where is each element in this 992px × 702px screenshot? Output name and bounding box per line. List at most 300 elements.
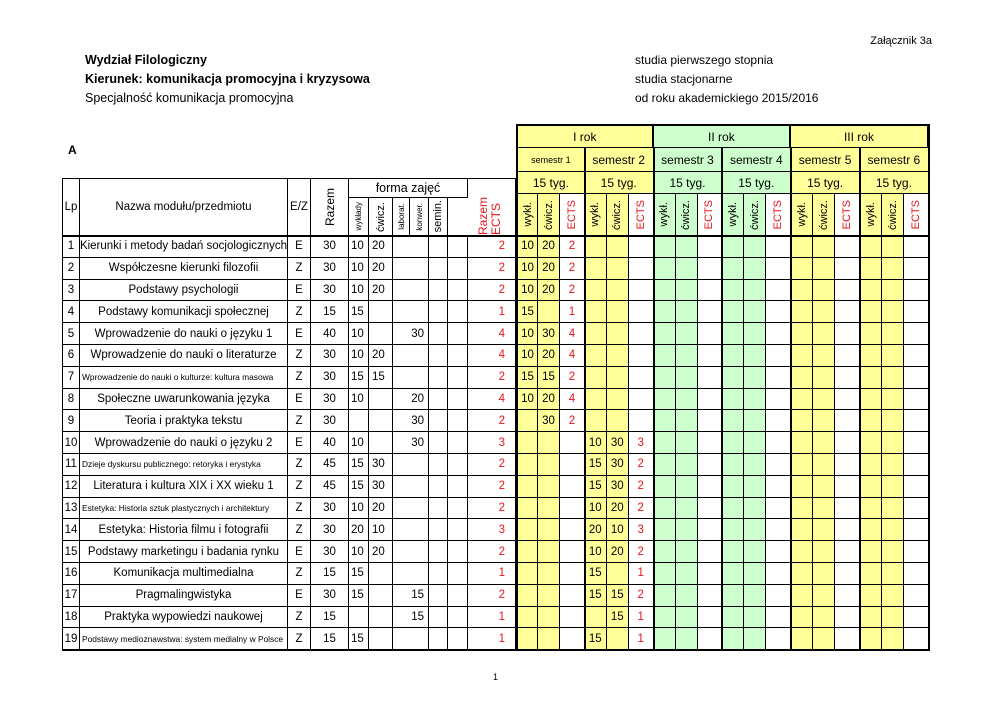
row-sem4-col-1 <box>744 476 766 498</box>
row-sem1-col-0: 15 <box>516 301 538 323</box>
row-wyklady <box>349 410 369 432</box>
row-sem3-col-2 <box>698 476 723 498</box>
table-right-border <box>928 124 930 650</box>
row-laboratoria <box>393 236 429 258</box>
row-laboratoria: 15 <box>393 585 429 607</box>
row-sem2-col-2 <box>629 301 654 323</box>
row-lp: 16 <box>62 563 80 585</box>
row-laboratoria: 20 <box>393 389 429 411</box>
row-sem1-col-2 <box>560 585 585 607</box>
row-sem1-col-1 <box>538 432 560 454</box>
row-sem3-col-1 <box>676 236 698 258</box>
header-form-1 <box>369 198 393 236</box>
header-sem-col-label: ćwicz. <box>611 199 624 230</box>
row-ez: Z <box>288 454 311 476</box>
row-sem6-col-1 <box>882 345 904 367</box>
row-sem4-col-2 <box>766 345 791 367</box>
row-sem1-col-1: 20 <box>538 258 560 280</box>
row-seminaria <box>448 541 468 563</box>
row-sem1-col-1 <box>538 628 560 650</box>
row-sem5-col-2 <box>835 585 860 607</box>
row-laboratoria <box>393 519 429 541</box>
semester-divider <box>721 148 723 650</box>
row-razem: 30 <box>311 585 349 607</box>
row-razem: 30 <box>311 258 349 280</box>
row-sem2-col-2: 2 <box>629 498 654 520</box>
row-sem4-col-2 <box>766 563 791 585</box>
row-wyklady: 10 <box>349 541 369 563</box>
row-sem6-col-1 <box>882 389 904 411</box>
row-sem1-col-1 <box>538 607 560 629</box>
row-sem2-col-0: 10 <box>585 541 607 563</box>
field-of-study: Kierunek: komunikacja promocyjna i kryzysowa <box>85 72 370 86</box>
row-razem-ects: 2 <box>468 280 516 302</box>
row-sem3-col-2 <box>698 389 723 411</box>
row-sem4-col-2 <box>766 498 791 520</box>
row-konwersatoria <box>429 519 448 541</box>
row-name: Wprowadzenie do nauki o języku 1 <box>80 323 288 345</box>
row-name: Pragmalingwistyka <box>80 585 288 607</box>
header-sem-col-label: ECTS <box>772 199 785 230</box>
row-sem5-col-0 <box>791 541 813 563</box>
row-sem3-col-1 <box>676 323 698 345</box>
header-sem-col-label: ECTS <box>841 199 854 230</box>
row-seminaria <box>448 454 468 476</box>
row-sem6-col-0 <box>860 323 882 345</box>
row-sem3-col-2 <box>698 258 723 280</box>
row-name: Literatura i kultura XIX i XX wieku 1 <box>80 476 288 498</box>
row-sem5-col-0 <box>791 454 813 476</box>
row-sem5-col-0 <box>791 607 813 629</box>
row-sem2-col-1: 20 <box>607 498 629 520</box>
row-sem4-col-0 <box>722 258 744 280</box>
semester-divider <box>653 148 655 650</box>
row-ez: Z <box>288 563 311 585</box>
header-sem-col-label: wykł. <box>726 202 739 227</box>
row-sem4-col-1 <box>744 607 766 629</box>
semester-divider <box>790 148 792 650</box>
row-sem3-col-0 <box>654 541 676 563</box>
row-wyklady: 10 <box>349 432 369 454</box>
row-sem4-col-0 <box>722 367 744 389</box>
row-sem5-col-0 <box>791 258 813 280</box>
row-sem2-col-0: 15 <box>585 476 607 498</box>
header-lp: Lp <box>62 178 80 236</box>
row-sem3-col-2 <box>698 585 723 607</box>
row-seminaria <box>448 410 468 432</box>
row-sem6-col-0 <box>860 563 882 585</box>
row-sem4-col-0 <box>722 410 744 432</box>
row-sem4-col-1 <box>744 519 766 541</box>
row-laboratoria <box>393 258 429 280</box>
row-laboratoria <box>393 454 429 476</box>
row-ez: Z <box>288 476 311 498</box>
row-sem3-col-2 <box>698 280 723 302</box>
header-form-label: konwer. <box>414 202 424 231</box>
header-sem5-col-1 <box>813 194 835 236</box>
row-sem6-col-1 <box>882 607 904 629</box>
row-wyklady: 15 <box>349 454 369 476</box>
row-sem1-col-0 <box>516 519 538 541</box>
row-sem3-col-0 <box>654 280 676 302</box>
row-sem4-col-1 <box>744 367 766 389</box>
row-sem5-col-1 <box>813 280 835 302</box>
row-sem5-col-1 <box>813 367 835 389</box>
row-name: Wprowadzenie do nauki o języku 2 <box>80 432 288 454</box>
row-wyklady: 15 <box>349 367 369 389</box>
row-sem2-col-1 <box>607 301 629 323</box>
row-sem4-col-1 <box>744 410 766 432</box>
row-sem3-col-2 <box>698 519 723 541</box>
row-ez: E <box>288 323 311 345</box>
row-sem5-col-1 <box>813 607 835 629</box>
row-sem4-col-2 <box>766 432 791 454</box>
row-sem4-col-2 <box>766 519 791 541</box>
header-sem6-col-2 <box>904 194 929 236</box>
row-ez: Z <box>288 607 311 629</box>
row-sem1-col-0 <box>516 498 538 520</box>
row-sem5-col-1 <box>813 258 835 280</box>
row-sem5-col-0 <box>791 432 813 454</box>
row-seminaria <box>448 519 468 541</box>
header-sem-col-label: ECTS <box>565 199 578 230</box>
row-sem2-col-1: 30 <box>607 476 629 498</box>
row-sem5-col-1 <box>813 519 835 541</box>
row-sem4-col-1 <box>744 258 766 280</box>
row-seminaria <box>448 301 468 323</box>
row-sem1-col-1 <box>538 585 560 607</box>
row-sem1-col-2 <box>560 519 585 541</box>
row-konwersatoria <box>429 541 448 563</box>
row-sem4-col-0 <box>722 280 744 302</box>
row-name: Kierunki i metody badań socjologicznych <box>80 236 288 258</box>
row-sem4-col-2 <box>766 323 791 345</box>
row-sem6-col-0 <box>860 585 882 607</box>
row-sem6-col-2 <box>904 498 929 520</box>
row-seminaria <box>448 367 468 389</box>
row-sem4-col-2 <box>766 476 791 498</box>
row-sem5-col-2 <box>835 389 860 411</box>
row-cwiczenia <box>369 389 393 411</box>
row-lp: 2 <box>62 258 80 280</box>
row-sem1-col-1 <box>538 541 560 563</box>
row-sem3-col-0 <box>654 585 676 607</box>
header-semester-4: semestr 4 <box>722 148 791 172</box>
row-seminaria <box>448 280 468 302</box>
row-konwersatoria <box>429 410 448 432</box>
row-konwersatoria <box>429 345 448 367</box>
row-sem3-col-0 <box>654 628 676 650</box>
row-sem3-col-0 <box>654 519 676 541</box>
row-sem6-col-2 <box>904 367 929 389</box>
row-ez: Z <box>288 498 311 520</box>
header-bottom-border <box>62 235 930 237</box>
row-sem3-col-1 <box>676 389 698 411</box>
row-sem5-col-2 <box>835 454 860 476</box>
row-sem4-col-0 <box>722 345 744 367</box>
row-sem2-col-2 <box>629 410 654 432</box>
header-sem-col-label: ECTS <box>703 199 716 230</box>
row-ez: E <box>288 585 311 607</box>
row-sem1-col-2 <box>560 476 585 498</box>
row-sem3-col-2 <box>698 628 723 650</box>
row-razem: 30 <box>311 280 349 302</box>
row-razem: 15 <box>311 563 349 585</box>
row-sem4-col-2 <box>766 280 791 302</box>
row-seminaria <box>448 476 468 498</box>
row-konwersatoria <box>429 585 448 607</box>
row-sem5-col-0 <box>791 519 813 541</box>
header-year-1: I rok <box>516 124 654 148</box>
row-sem2-col-0 <box>585 345 607 367</box>
row-razem-ects: 2 <box>468 258 516 280</box>
row-sem5-col-0 <box>791 476 813 498</box>
row-sem2-col-2: 3 <box>629 432 654 454</box>
row-ez: Z <box>288 258 311 280</box>
row-sem6-col-1 <box>882 519 904 541</box>
row-sem1-col-1: 20 <box>538 236 560 258</box>
row-sem3-col-0 <box>654 367 676 389</box>
row-sem5-col-2 <box>835 628 860 650</box>
header-weeks-1: 15 tyg. <box>516 172 585 194</box>
row-razem: 30 <box>311 236 349 258</box>
header-sem-col-label: ćwicz. <box>680 199 693 230</box>
row-sem5-col-1 <box>813 541 835 563</box>
row-sem3-col-2 <box>698 607 723 629</box>
row-lp: 12 <box>62 476 80 498</box>
row-sem6-col-0 <box>860 498 882 520</box>
row-sem6-col-1 <box>882 236 904 258</box>
row-sem1-col-0 <box>516 432 538 454</box>
row-sem6-col-1 <box>882 498 904 520</box>
header-year-3: III rok <box>791 124 929 148</box>
row-sem2-col-0 <box>585 367 607 389</box>
row-sem3-col-1 <box>676 410 698 432</box>
row-name: Współczesne kierunki filozofii <box>80 258 288 280</box>
row-cwiczenia: 20 <box>369 498 393 520</box>
row-sem1-col-2: 1 <box>560 301 585 323</box>
row-sem1-col-0: 10 <box>516 236 538 258</box>
row-sem1-col-0: 10 <box>516 258 538 280</box>
row-sem6-col-1 <box>882 410 904 432</box>
row-cwiczenia <box>369 432 393 454</box>
row-sem3-col-1 <box>676 628 698 650</box>
row-razem-ects: 2 <box>468 585 516 607</box>
row-sem6-col-1 <box>882 476 904 498</box>
row-sem4-col-2 <box>766 389 791 411</box>
row-sem4-col-0 <box>722 628 744 650</box>
row-ez: Z <box>288 345 311 367</box>
row-sem4-col-1 <box>744 236 766 258</box>
row-sem6-col-2 <box>904 476 929 498</box>
row-sem2-col-1 <box>607 345 629 367</box>
semester-divider <box>584 148 586 650</box>
row-konwersatoria <box>429 454 448 476</box>
row-sem5-col-1 <box>813 301 835 323</box>
row-name: Podstawy komunikacji społecznej <box>80 301 288 323</box>
row-konwersatoria <box>429 432 448 454</box>
row-name: Podstawy marketingu i badania rynku <box>80 541 288 563</box>
row-razem-ects: 4 <box>468 345 516 367</box>
row-sem1-col-2 <box>560 563 585 585</box>
row-razem: 45 <box>311 476 349 498</box>
row-name: Społeczne uwarunkowania języka <box>80 389 288 411</box>
row-lp: 18 <box>62 607 80 629</box>
row-sem1-col-2: 2 <box>560 280 585 302</box>
row-sem2-col-1 <box>607 236 629 258</box>
row-name: Podstawy psychologii <box>80 280 288 302</box>
row-sem2-col-2 <box>629 236 654 258</box>
row-sem2-col-1 <box>607 410 629 432</box>
row-wyklady: 15 <box>349 476 369 498</box>
row-sem6-col-2 <box>904 607 929 629</box>
header-sem6-col-1 <box>882 194 904 236</box>
row-sem2-col-0: 15 <box>585 585 607 607</box>
row-sem5-col-1 <box>813 345 835 367</box>
row-sem4-col-1 <box>744 323 766 345</box>
row-sem4-col-0 <box>722 454 744 476</box>
row-sem6-col-2 <box>904 323 929 345</box>
row-sem1-col-0 <box>516 410 538 432</box>
row-laboratoria <box>393 345 429 367</box>
row-sem2-col-2 <box>629 258 654 280</box>
row-konwersatoria <box>429 389 448 411</box>
row-cwiczenia <box>369 410 393 432</box>
row-sem3-col-1 <box>676 258 698 280</box>
table-bottom-border <box>62 649 930 651</box>
row-sem4-col-2 <box>766 541 791 563</box>
row-lp: 1 <box>62 236 80 258</box>
header-sem6-col-0 <box>860 194 882 236</box>
row-seminaria <box>448 345 468 367</box>
header-sem5-col-0 <box>791 194 813 236</box>
row-lp: 14 <box>62 519 80 541</box>
row-wyklady: 10 <box>349 258 369 280</box>
row-razem-ects: 2 <box>468 541 516 563</box>
row-sem1-col-1 <box>538 301 560 323</box>
row-lp: 11 <box>62 454 80 476</box>
row-lp: 13 <box>62 498 80 520</box>
row-name: Podstawy medioznawstwa: system medialny w Polsce <box>80 628 288 650</box>
row-ez: Z <box>288 301 311 323</box>
row-sem4-col-2 <box>766 454 791 476</box>
row-sem1-col-2 <box>560 541 585 563</box>
row-sem5-col-1 <box>813 236 835 258</box>
row-konwersatoria <box>429 323 448 345</box>
row-sem5-col-0 <box>791 280 813 302</box>
row-sem6-col-0 <box>860 345 882 367</box>
header-sem-col-label: wykł. <box>521 202 534 227</box>
page-number: 1 <box>493 672 499 682</box>
row-razem-ects: 4 <box>468 323 516 345</box>
row-sem1-col-0: 10 <box>516 345 538 367</box>
row-sem1-col-2: 2 <box>560 367 585 389</box>
row-cwiczenia <box>369 607 393 629</box>
row-konwersatoria <box>429 628 448 650</box>
row-laboratoria <box>393 476 429 498</box>
row-sem5-col-2 <box>835 301 860 323</box>
row-sem3-col-2 <box>698 432 723 454</box>
row-sem4-col-0 <box>722 432 744 454</box>
row-sem6-col-2 <box>904 432 929 454</box>
row-sem5-col-1 <box>813 476 835 498</box>
row-laboratoria <box>393 563 429 585</box>
row-sem3-col-1 <box>676 454 698 476</box>
row-sem4-col-2 <box>766 628 791 650</box>
row-sem1-col-1: 20 <box>538 389 560 411</box>
row-lp: 3 <box>62 280 80 302</box>
header-form-label: wykłady <box>354 202 363 231</box>
row-sem5-col-1 <box>813 628 835 650</box>
row-sem2-col-2 <box>629 280 654 302</box>
row-sem2-col-1: 15 <box>607 607 629 629</box>
row-wyklady: 10 <box>349 345 369 367</box>
row-sem1-col-2: 4 <box>560 323 585 345</box>
row-sem6-col-1 <box>882 280 904 302</box>
row-ez: E <box>288 541 311 563</box>
row-sem6-col-0 <box>860 628 882 650</box>
row-sem5-col-0 <box>791 498 813 520</box>
header-weeks-4: 15 tyg. <box>722 172 791 194</box>
row-sem5-col-1 <box>813 563 835 585</box>
row-sem2-col-1: 30 <box>607 454 629 476</box>
row-sem4-col-0 <box>722 519 744 541</box>
row-sem2-col-1 <box>607 389 629 411</box>
row-seminaria <box>448 628 468 650</box>
row-sem4-col-2 <box>766 607 791 629</box>
row-sem6-col-2 <box>904 410 929 432</box>
row-konwersatoria <box>429 236 448 258</box>
row-sem4-col-0 <box>722 585 744 607</box>
row-laboratoria <box>393 367 429 389</box>
row-sem4-col-0 <box>722 541 744 563</box>
row-sem2-col-0: 10 <box>585 432 607 454</box>
row-lp: 4 <box>62 301 80 323</box>
row-sem6-col-2 <box>904 541 929 563</box>
header-sem-col-label: ćwicz. <box>542 199 555 230</box>
row-cwiczenia: 15 <box>369 367 393 389</box>
header-razem-ects <box>468 178 516 236</box>
header-semester-2: semestr 2 <box>585 148 654 172</box>
row-sem4-col-1 <box>744 432 766 454</box>
row-konwersatoria <box>429 498 448 520</box>
row-laboratoria: 15 <box>393 607 429 629</box>
row-sem1-col-2 <box>560 498 585 520</box>
row-sem3-col-1 <box>676 301 698 323</box>
row-sem1-col-0 <box>516 541 538 563</box>
row-sem1-col-0 <box>516 585 538 607</box>
header-razem-label: Razem <box>322 187 337 226</box>
row-sem3-col-0 <box>654 258 676 280</box>
row-sem6-col-0 <box>860 389 882 411</box>
row-sem6-col-2 <box>904 280 929 302</box>
row-sem5-col-0 <box>791 585 813 607</box>
row-lp: 10 <box>62 432 80 454</box>
row-razem-ects: 2 <box>468 367 516 389</box>
row-name: Komunikacja multimedialna <box>80 563 288 585</box>
row-sem2-col-1 <box>607 323 629 345</box>
header-form-label: semin. <box>432 200 444 233</box>
row-sem2-col-0 <box>585 280 607 302</box>
academic-year: od roku akademickiego 2015/2016 <box>635 91 819 105</box>
header-sem-col-label: ECTS <box>909 199 922 230</box>
row-razem: 30 <box>311 367 349 389</box>
header-semester-1: semestr 1 <box>516 148 585 172</box>
row-sem6-col-0 <box>860 432 882 454</box>
row-ez: E <box>288 236 311 258</box>
row-lp: 17 <box>62 585 80 607</box>
section-label: A <box>68 143 77 157</box>
